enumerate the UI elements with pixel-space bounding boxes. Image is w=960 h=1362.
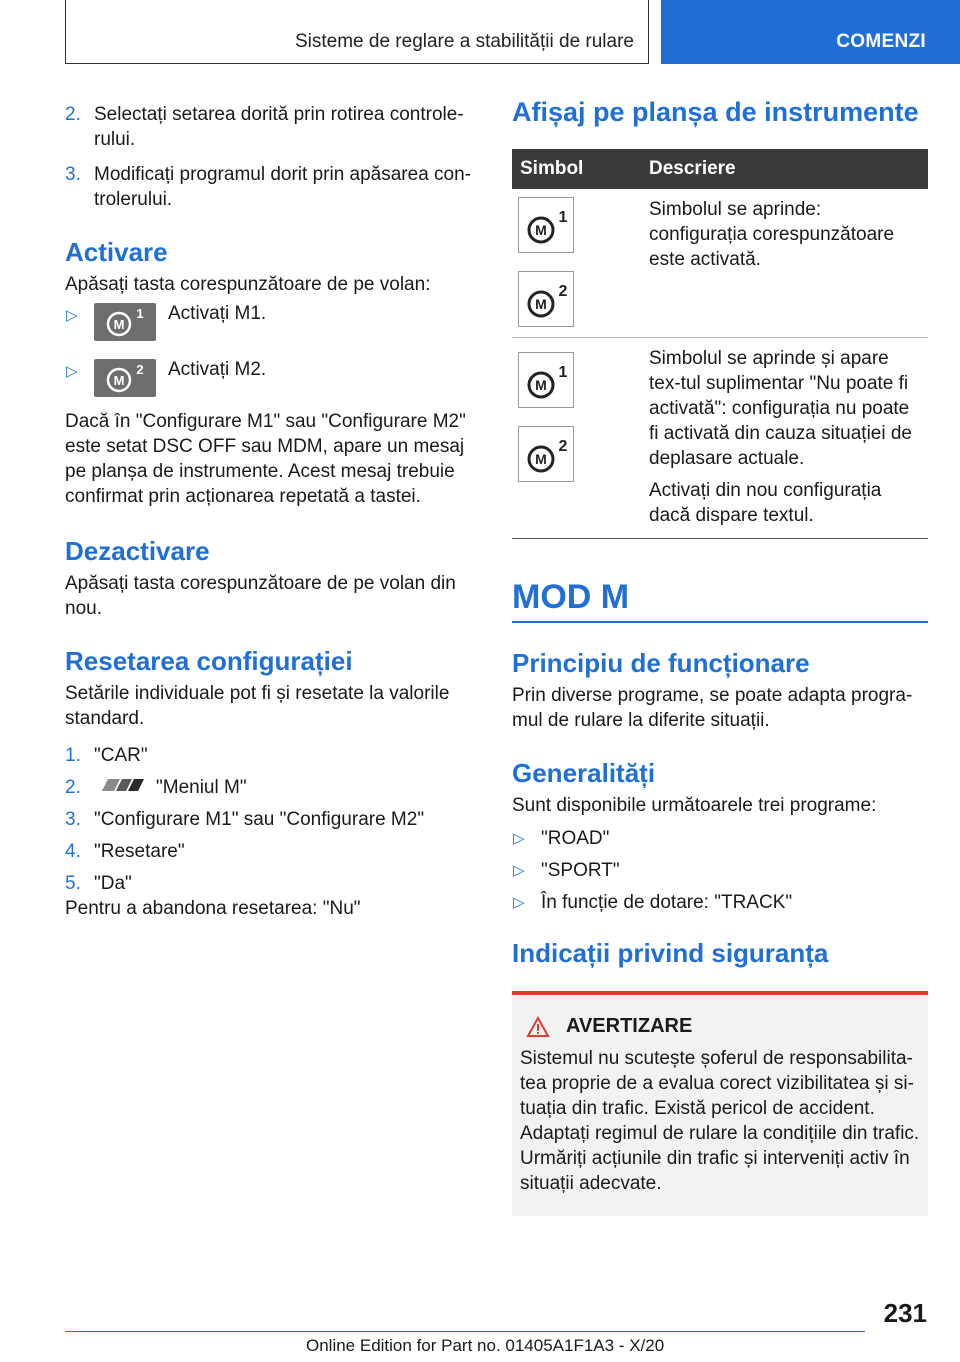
svg-text:M: M <box>535 377 547 393</box>
resetare-text: Setările individuale pot fi și resetate la valorile standard. <box>65 683 450 729</box>
list-item: ▷ În funcție de dotare: "TRACK" <box>513 892 793 913</box>
generalitati-text: Sunt disponibile următoarele trei programe: <box>512 795 877 816</box>
heading-generalitati: Generalități <box>512 758 656 788</box>
list-item: 2. Selectați setarea dorită prin rotirea controle-rului. <box>65 104 464 150</box>
svg-text:M: M <box>113 373 125 388</box>
list-item: ▷ "SPORT" <box>513 860 620 881</box>
bullet-triangle-icon: ▷ <box>513 830 525 847</box>
m-menu-stripes-icon <box>94 775 146 800</box>
svg-text:2: 2 <box>136 362 144 377</box>
bullet-triangle-icon: ▷ <box>513 894 525 911</box>
svg-text:M: M <box>113 317 125 332</box>
svg-text:2: 2 <box>558 438 568 455</box>
section-title: Sisteme de reglare a stabilității de rulare <box>294 31 634 52</box>
heading-resetare: Resetarea configurației <box>65 646 353 676</box>
resetare-steps <box>65 743 475 896</box>
table-header-description: Descriere <box>641 149 928 189</box>
table-header-symbol: Simbol <box>512 149 641 189</box>
svg-text:1: 1 <box>558 209 568 226</box>
svg-text:1: 1 <box>558 364 568 381</box>
footer-rule <box>65 1331 865 1332</box>
svg-text:M: M <box>535 451 547 467</box>
steps-top-list <box>65 102 475 212</box>
list-item: 3. "Configurare M1" sau "Configurare M2" <box>65 809 425 831</box>
resetare-abandon: Pentru a abandona resetarea: "Nu" <box>65 898 361 920</box>
list-item: 2. "Meniul M" <box>65 775 475 800</box>
svg-text:M: M <box>535 296 547 312</box>
chapter-tab[interactable] <box>661 0 960 64</box>
edition-text: Online Edition for Part no. 01405A1F1A3 - X/20 <box>306 1336 665 1355</box>
list-item: 1. "CAR" <box>65 745 148 766</box>
m1-symbol-icon <box>518 352 574 408</box>
row1-description: Simbolul se aprinde: configurația corespunzătoare este activată. <box>641 189 928 338</box>
list-item: ▷ "ROAD" <box>513 828 610 849</box>
principiu-text: Prin diverse programe, se poate adapta progra-mul de rulare la diferite situații. <box>512 685 913 731</box>
table-row <box>512 189 928 338</box>
activare-list <box>65 303 475 397</box>
warning-text: Sistemul nu scutește șoferul de responsabilita-tea proprie de a evalua corect vizibilitatea și si-tuația din trafic. Există pericol de accident. Adaptați regimul de rulare la condițiile din trafic. Urmăriți acțiunile din trafic și interveniți activ în situații adecvate. <box>520 1048 920 1194</box>
dezactivare-text: Apăsați tasta corespunzătoare de pe volan din nou. <box>65 573 456 619</box>
right-column <box>512 96 928 1216</box>
row2-description-2: Activați din nou configurația dacă dispare textul. <box>649 480 882 526</box>
heading-afisaj: Afișaj pe planșa de instrumente <box>512 97 919 127</box>
left-column <box>65 102 475 921</box>
chapter-tab-label: COMENZI <box>836 31 926 52</box>
warning-triangle-icon <box>526 1016 550 1038</box>
row2-description: Simbolul se aprinde și apare tex-tul suplimentar "Nu poate fi activată": configurația nu poate fi activată din cauza situației de deplasare actuale. <box>649 348 912 469</box>
bullet-triangle-icon: ▷ <box>66 307 78 324</box>
svg-text:2: 2 <box>558 283 568 300</box>
heading-rule <box>512 621 928 623</box>
table-row <box>512 338 928 539</box>
list-item: ▷ M 2 Activați M2. <box>65 359 475 397</box>
svg-text:1: 1 <box>136 306 144 321</box>
list-item: 5. "Da" <box>65 873 132 895</box>
heading-mod-m: MOD M <box>512 578 630 616</box>
section-title-box <box>65 0 649 64</box>
heading-siguranta: Indicații privind siguranța <box>512 938 829 968</box>
m1-button-icon <box>94 303 156 341</box>
warning-title: AVERTIZARE <box>566 1015 693 1037</box>
m2-symbol-icon <box>518 271 574 327</box>
heading-dezactivare: Dezactivare <box>65 536 210 566</box>
list-item: ▷ M 1 Activați M1. <box>65 303 475 341</box>
list-item: 3. Modificați programul dorit prin apăsarea con-trolerului. <box>65 164 472 210</box>
bullet-triangle-icon: ▷ <box>513 862 525 879</box>
m2-symbol-icon <box>518 426 574 482</box>
m1-symbol-icon <box>518 197 574 253</box>
activare-note: Dacă în "Configurare M1" sau "Configurare M2" este setat DSC OFF sau MDM, apare un mesaj pe planșa de instrumente. Acest mesaj trebuie confirmat prin acționarea repetată a tastei. <box>65 411 466 507</box>
heading-principiu: Principiu de funcționare <box>512 648 810 678</box>
warning-box <box>512 991 928 1216</box>
list-item: 4. "Resetare" <box>65 841 185 863</box>
programs-list <box>512 826 928 915</box>
activare-intro: Apăsați tasta corespunzătoare de pe volan: <box>65 274 431 295</box>
m2-button-icon <box>94 359 156 397</box>
page-number: 231 <box>883 1298 927 1328</box>
heading-activare: Activare <box>65 237 168 267</box>
svg-text:M: M <box>535 222 547 238</box>
page-header <box>65 0 960 66</box>
symbol-table <box>512 149 928 539</box>
bullet-triangle-icon: ▷ <box>66 363 78 380</box>
